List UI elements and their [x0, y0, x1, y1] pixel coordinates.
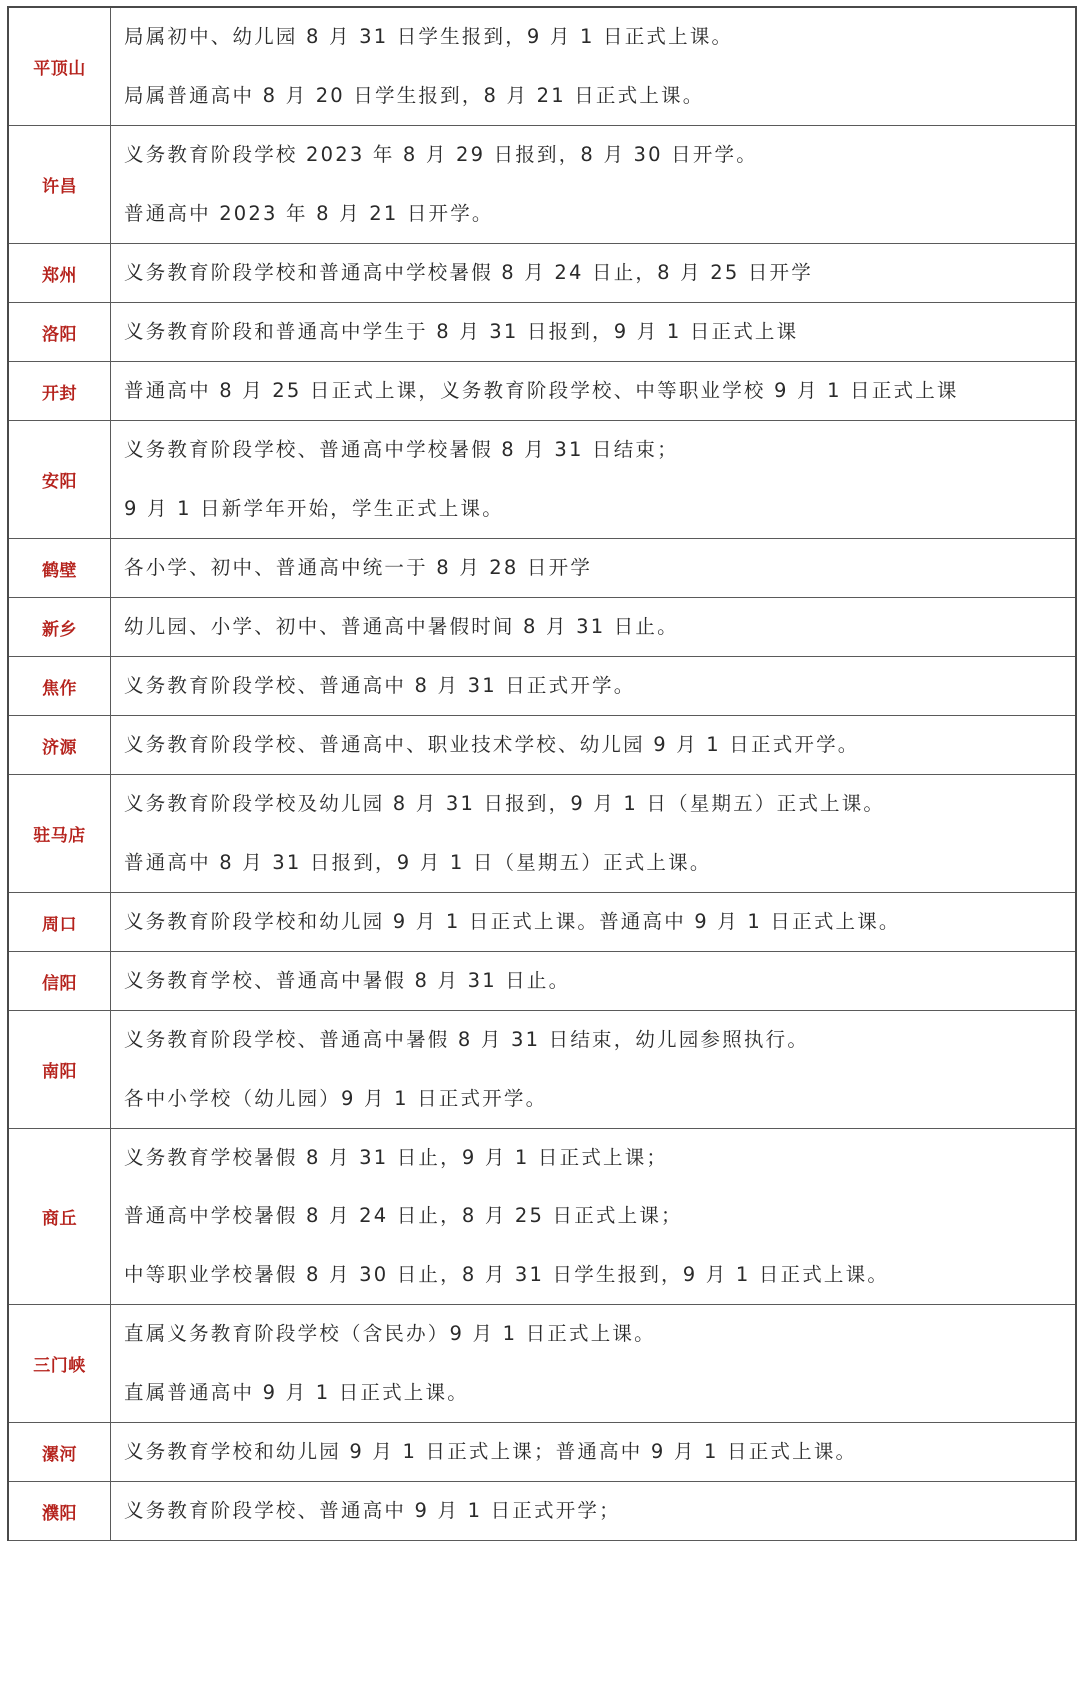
schedule-line: 义务教育阶段学校 2023 年 8 月 29 日报到，8 月 30 日开学。	[124, 143, 758, 167]
schedule-cell	[111, 657, 1075, 715]
schedule-line: 直属普通高中 9 月 1 日正式上课。	[124, 1380, 469, 1404]
table-row	[9, 716, 1075, 775]
schedule-cell	[111, 1423, 1075, 1481]
schedule-line: 局属普通高中 8 月 20 日学生报到，8 月 21 日正式上课。	[124, 83, 705, 107]
schedule-cell	[111, 303, 1075, 361]
schedule-line: 直属义务教育阶段学校（含民办）9 月 1 日正式上课。	[124, 1322, 656, 1346]
schedule-cell	[111, 1129, 1075, 1304]
schedule-line: 义务教育阶段和普通高中学生于 8 月 31 日报到，9 月 1 日正式上课	[124, 320, 799, 343]
city-cell: 安阳	[9, 421, 111, 538]
schedule-line: 普通高中 2023 年 8 月 21 日开学。	[124, 201, 494, 225]
schedule-cell	[111, 1482, 1075, 1540]
schedule-line: 局属初中、幼儿园 8 月 31 日学生报到，9 月 1 日正式上课。	[124, 25, 734, 49]
table-row	[9, 244, 1075, 303]
city-cell: 濮阳	[9, 1482, 111, 1540]
city-cell: 三门峡	[9, 1305, 111, 1422]
schedule-cell	[111, 8, 1075, 125]
school-schedule-table	[7, 6, 1077, 1541]
schedule-line: 义务教育阶段学校、普通高中 9 月 1 日正式开学；	[124, 1499, 621, 1522]
city-cell: 南阳	[9, 1011, 111, 1128]
schedule-cell	[111, 362, 1075, 420]
city-cell: 周口	[9, 893, 111, 951]
schedule-cell	[111, 893, 1075, 951]
schedule-line: 义务教育阶段学校、普通高中 8 月 31 日正式开学。	[124, 674, 636, 697]
schedule-line: 普通高中 8 月 31 日报到，9 月 1 日（星期五）正式上课。	[124, 850, 712, 874]
schedule-line: 义务教育阶段学校和幼儿园 9 月 1 日正式上课。普通高中 9 月 1 日正式上课。	[124, 910, 901, 933]
schedule-line: 义务教育学校暑假 8 月 31 日止，9 月 1 日正式上课；	[124, 1146, 669, 1170]
table-row	[9, 1011, 1075, 1129]
schedule-line: 9 月 1 日新学年开始，学生正式上课。	[124, 496, 504, 520]
city-cell: 郑州	[9, 244, 111, 302]
table-row	[9, 893, 1075, 952]
table-row	[9, 1129, 1075, 1305]
city-cell: 许昌	[9, 126, 111, 243]
city-cell: 开封	[9, 362, 111, 420]
schedule-cell	[111, 126, 1075, 243]
schedule-cell	[111, 1305, 1075, 1422]
table-row	[9, 362, 1075, 421]
table-row	[9, 1305, 1075, 1423]
table-row	[9, 1482, 1075, 1541]
city-cell: 驻马店	[9, 775, 111, 892]
schedule-line: 义务教育阶段学校、普通高中学校暑假 8 月 31 日结束；	[124, 438, 679, 462]
schedule-cell	[111, 421, 1075, 538]
city-cell: 新乡	[9, 598, 111, 656]
city-cell: 漯河	[9, 1423, 111, 1481]
schedule-line: 幼儿园、小学、初中、普通高中暑假时间 8 月 31 日止。	[124, 615, 679, 638]
schedule-line: 中等职业学校暑假 8 月 30 日止，8 月 31 日学生报到，9 月 1 日正式上课。	[124, 1262, 890, 1286]
table-row	[9, 775, 1075, 893]
table-row	[9, 1423, 1075, 1482]
schedule-line: 各中小学校（幼儿园）9 月 1 日正式开学。	[124, 1086, 548, 1110]
table-row	[9, 126, 1075, 244]
table-row	[9, 952, 1075, 1011]
table-row	[9, 8, 1075, 126]
schedule-cell	[111, 244, 1075, 302]
table-row	[9, 421, 1075, 539]
schedule-line: 义务教育阶段学校及幼儿园 8 月 31 日报到，9 月 1 日（星期五）正式上课。	[124, 792, 886, 816]
table-row	[9, 539, 1075, 598]
schedule-cell	[111, 598, 1075, 656]
schedule-line: 义务教育学校、普通高中暑假 8 月 31 日止。	[124, 969, 571, 992]
schedule-cell	[111, 775, 1075, 892]
schedule-cell	[111, 539, 1075, 597]
schedule-line: 义务教育阶段学校、普通高中暑假 8 月 31 日结束，幼儿园参照执行。	[124, 1028, 810, 1052]
table-row	[9, 598, 1075, 657]
schedule-cell	[111, 716, 1075, 774]
schedule-line: 各小学、初中、普通高中统一于 8 月 28 日开学	[124, 556, 593, 579]
schedule-cell	[111, 1011, 1075, 1128]
city-cell: 焦作	[9, 657, 111, 715]
city-cell: 信阳	[9, 952, 111, 1010]
city-cell: 商丘	[9, 1129, 111, 1304]
schedule-line: 义务教育阶段学校、普通高中、职业技术学校、幼儿园 9 月 1 日正式开学。	[124, 733, 860, 756]
city-cell: 鹤壁	[9, 539, 111, 597]
schedule-line: 普通高中学校暑假 8 月 24 日止，8 月 25 日正式上课；	[124, 1204, 683, 1228]
schedule-line: 普通高中 8 月 25 日正式上课，义务教育阶段学校、中等职业学校 9 月 1 日正式上课	[124, 379, 959, 402]
city-cell: 济源	[9, 716, 111, 774]
city-cell: 洛阳	[9, 303, 111, 361]
table-row	[9, 303, 1075, 362]
schedule-line: 义务教育阶段学校和普通高中学校暑假 8 月 24 日止，8 月 25 日开学	[124, 261, 813, 284]
schedule-line: 义务教育学校和幼儿园 9 月 1 日正式上课；普通高中 9 月 1 日正式上课。	[124, 1440, 858, 1463]
schedule-cell	[111, 952, 1075, 1010]
table-row	[9, 657, 1075, 716]
city-cell: 平顶山	[9, 8, 111, 125]
